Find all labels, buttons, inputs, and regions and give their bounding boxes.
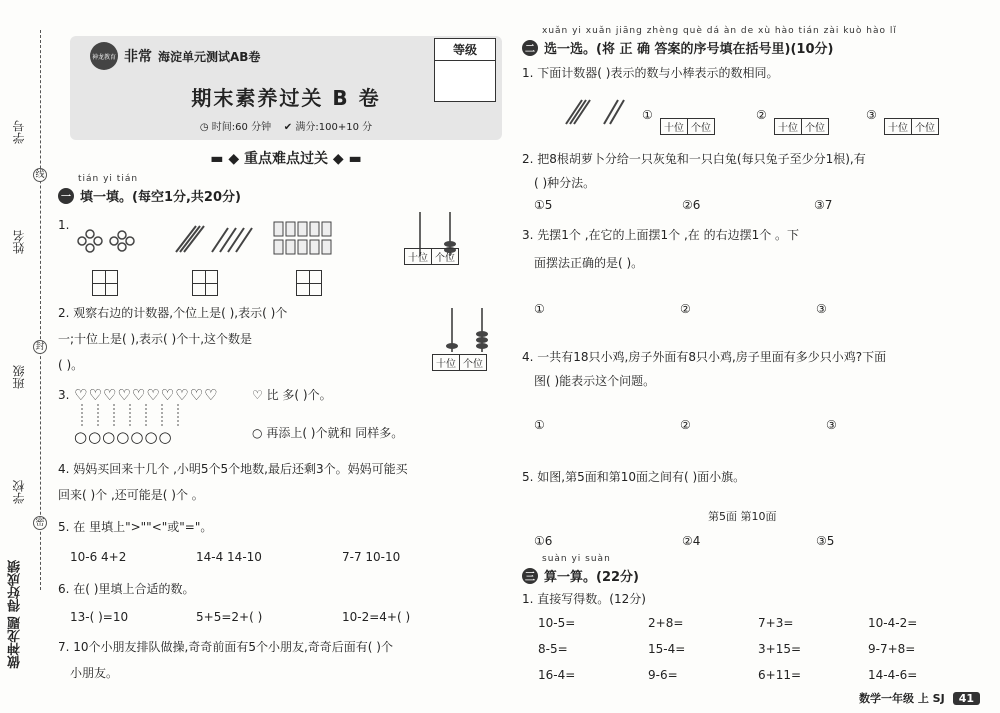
option-1[interactable]: ①5: [534, 198, 553, 212]
section-title: 填一填。(每空1分,共20分): [80, 190, 241, 205]
section-number: 三: [522, 568, 538, 584]
calc-item[interactable]: 10-5=: [538, 616, 576, 630]
exam-time: 时间:60 分钟: [211, 122, 272, 133]
page-number: 41: [953, 692, 980, 705]
option-1[interactable]: ①: [534, 418, 545, 432]
calc-item[interactable]: 16-4=: [538, 668, 576, 682]
seal-circle: 线: [33, 168, 47, 182]
question-4-line2: 回来( )个 ,还可能是( )个 。: [58, 488, 204, 502]
circle-icon: ○: [252, 426, 263, 440]
question-2-line2: 一;十位上是( ),表示( )个十,这个数是: [58, 332, 253, 346]
abacus-label: 十位 个位: [660, 118, 715, 135]
series-name: 海淀单元测试AB卷: [158, 49, 261, 64]
question-7: 7. 10个小朋友排队做操,奇奇前面有5个小朋友,奇奇后面有( )个: [58, 640, 393, 654]
circles-row-icon: ○○○○○○○: [74, 428, 173, 446]
section-1-heading: [58, 186, 241, 205]
ornament-icon: ▬ ◆: [210, 151, 244, 167]
option-2[interactable]: ②: [756, 108, 767, 122]
section-key-title: ▬ ◆ 重点难点过关 ◆ ▬: [210, 151, 362, 167]
calc-item[interactable]: 6+11=: [758, 668, 802, 682]
question-4-line2: 图( )能表示这个问题。: [534, 374, 656, 388]
fill-item[interactable]: 13-( )=10: [70, 610, 129, 624]
calc-row: [538, 642, 978, 656]
compare-item[interactable]: 14-4 14-10: [196, 550, 262, 564]
fill-item[interactable]: 5+5=2+( ): [196, 610, 263, 624]
abacus-label: 十位 个位: [404, 248, 459, 265]
sticks-illustration: [560, 94, 640, 128]
beads-illustration: [70, 226, 150, 256]
abacus-label: 十位 个位: [432, 354, 487, 371]
option-3[interactable]: ③: [866, 108, 877, 122]
brand: [90, 42, 260, 70]
calc-item[interactable]: 9-6=: [648, 668, 678, 682]
logo-icon: 神龙教育: [90, 42, 118, 70]
answer-grid[interactable]: [92, 270, 118, 296]
option-3[interactable]: ③7: [814, 198, 833, 212]
question-1: 1. 下面计数器( )表示的数与小棒表示的数相同。: [522, 66, 779, 80]
abacus-label: 十位 个位: [774, 118, 829, 135]
pinyin: tián yi tián: [78, 174, 139, 184]
question-5: 5. 在 里填上">""<"或"="。: [58, 520, 213, 534]
header-banner: [70, 36, 502, 140]
question-3: 3.: [58, 388, 70, 402]
dotted-lines: [76, 402, 216, 430]
question-2: 2. 把8根胡萝卜分给一只灰兔和一只白兔(每只兔子至少分1根),有: [522, 152, 866, 166]
question-2-line3: ( )。: [58, 358, 84, 372]
section-number: 二: [522, 40, 538, 56]
ornament-icon: ◆ ▬: [332, 151, 362, 167]
abacus-illustration: [436, 306, 500, 356]
option-3[interactable]: ③: [826, 418, 837, 432]
jars-illustration: [272, 220, 352, 258]
slogan: 做神龙题 得好成绩: [8, 560, 23, 669]
label-name: 姓名: [12, 230, 26, 254]
answer-grid[interactable]: [296, 270, 322, 296]
question-3b: ○ 再添上( )个就和 同样多。: [252, 426, 404, 440]
option-2[interactable]: ②4: [682, 534, 701, 548]
page-title: 期末素养过关 B 卷: [191, 86, 381, 110]
calc-item[interactable]: 8-5=: [538, 642, 568, 656]
compare-item[interactable]: 10-6 4+2: [70, 550, 127, 564]
option-1[interactable]: ①: [534, 302, 545, 316]
answer-grid[interactable]: [192, 270, 218, 296]
calc-item[interactable]: 2+8=: [648, 616, 684, 630]
exam-meta: [70, 118, 502, 133]
hearts-row-icon: ♡♡♡♡♡♡♡♡♡♡: [74, 386, 219, 404]
question-2-line2: ( )种分法。: [534, 176, 596, 190]
sticks-illustration: [166, 222, 256, 256]
label-school: 学校: [12, 480, 26, 504]
option-3[interactable]: ③5: [816, 534, 835, 548]
question-2: 2. 观察右边的计数器,个位上是( ),表示( )个: [58, 306, 288, 320]
calc-item[interactable]: 15-4=: [648, 642, 686, 656]
exam-score: 满分:100+10 分: [295, 122, 373, 133]
option-1[interactable]: ①: [642, 108, 653, 122]
label-student-no: 学号: [12, 120, 26, 144]
cut-line: [40, 30, 41, 590]
pinyin: suàn yi suàn: [542, 554, 611, 564]
question-3: 3. 先摆1个 ,在它的上面摆1个 ,在 的右边摆1个 。下: [522, 228, 800, 242]
brand-name: 非常: [124, 49, 152, 65]
abacus-label: 十位 个位: [884, 118, 939, 135]
fill-item[interactable]: 10-2=4+( ): [342, 610, 411, 624]
calc-item[interactable]: 9-7+8=: [868, 642, 916, 656]
section-2-heading: [522, 38, 833, 57]
page-footer: [859, 690, 980, 706]
compare-item[interactable]: 7-7 10-10: [342, 550, 401, 564]
question-1: 1.: [58, 218, 70, 232]
left-page: [56, 30, 496, 710]
question-3a: ♡ 比 多( )个。: [252, 388, 332, 402]
option-2[interactable]: ②: [680, 418, 691, 432]
flags-caption: 第5面 第10面: [708, 510, 777, 523]
question-6: 6. 在( )里填上合适的数。: [58, 582, 195, 596]
question-5: 5. 如图,第5面和第10面之间有( )面小旗。: [522, 470, 746, 484]
heart-icon: ♡: [252, 388, 263, 402]
option-2[interactable]: ②: [680, 302, 691, 316]
calc-item[interactable]: 3+15=: [758, 642, 802, 656]
clock-icon: ◷: [199, 122, 209, 133]
calc-item[interactable]: 14-4-6=: [868, 668, 918, 682]
calc-row: [538, 616, 978, 630]
section-title: 算一算。(22分): [544, 570, 639, 585]
check-icon: ✔: [283, 122, 293, 133]
section-title: 选一选。(将 正 确 答案的序号填在括号里)(10分): [544, 42, 834, 57]
seal-circle: 封: [33, 340, 47, 354]
label-class: 班级: [12, 365, 26, 389]
question-1: 1. 直接写得数。(12分): [522, 592, 646, 606]
question-3-line2: 面摆法正确的是( )。: [534, 256, 644, 270]
section-3-heading: [522, 566, 639, 585]
option-1[interactable]: ①6: [534, 534, 553, 548]
option-3[interactable]: ③: [816, 302, 827, 316]
section-number: 一: [58, 188, 74, 204]
calc-item[interactable]: 10-4-2=: [868, 616, 918, 630]
calc-item[interactable]: 7+3=: [758, 616, 794, 630]
calc-row: [538, 668, 978, 682]
option-2[interactable]: ②6: [682, 198, 701, 212]
binding-margin: [0, 0, 52, 713]
subject-label: 数学一年级 上 SJ: [859, 692, 945, 705]
question-4: 4. 妈妈买回来十几个 ,小明5个5个地数,最后还剩3个。妈妈可能买: [58, 462, 408, 476]
question-4: 4. 一共有18只小鸡,房子外面有8只小鸡,房子里面有多少只小鸡?下面: [522, 350, 887, 364]
grade-label: 等级: [435, 39, 495, 61]
question-7-line2: 小朋友。: [70, 666, 119, 680]
right-page: [520, 26, 990, 710]
seal-circle: 密: [33, 516, 47, 530]
pinyin: xuǎn yi xuǎn jiāng zhèng què dá àn de xù hào tián zài kuò hào lǐ: [542, 26, 897, 36]
